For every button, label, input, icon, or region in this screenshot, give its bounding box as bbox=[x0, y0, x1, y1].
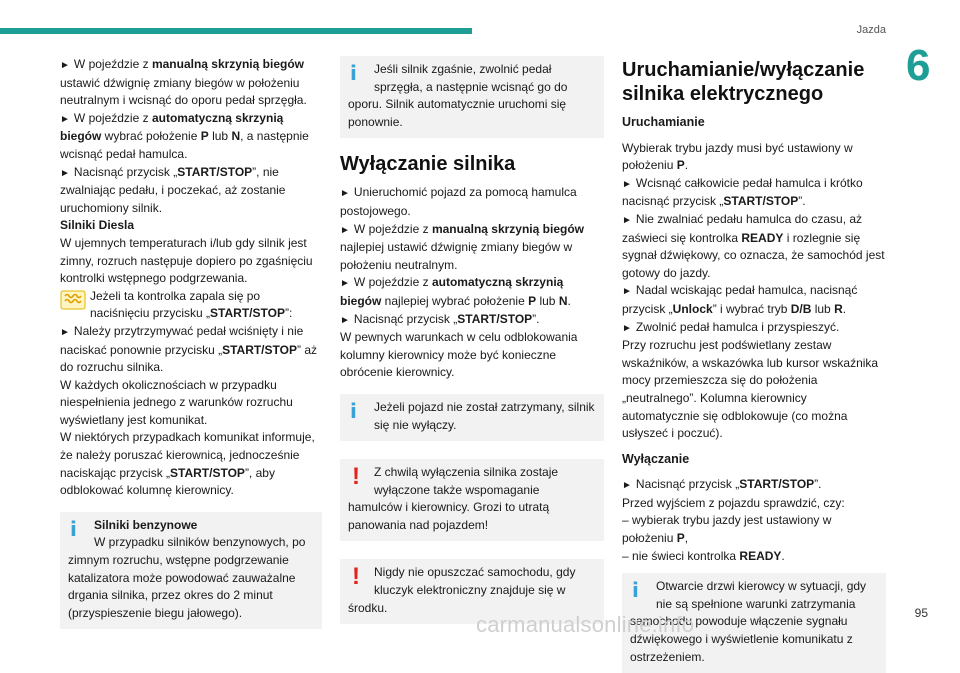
arrow-icon: ► bbox=[340, 278, 350, 290]
note-text: Otwarcie drzwi kierowcy w sytuacji, gdy nie są spełnione warunki zatrzymania samochodu powoduje włączenie sygnału dźwiękowego i wyświetlenie komunikatu z ostrzeżeniem. bbox=[630, 579, 867, 664]
step-manual-gearbox: ► W pojeździe z manualną skrzynią biegów ustawić dźwignię zmiany biegów w położeniu neutralnym i wcisnąć do oporu pedał sprzęgła. bbox=[60, 57, 307, 108]
info-icon: i bbox=[632, 578, 639, 603]
step-manual-gearbox: ► W pojeździe z manualną skrzynią biegów najlepiej ustawić dźwignię zmiany biegów w położeniu neutralnym. bbox=[340, 221, 584, 272]
watermark: carmanualsonline.info bbox=[476, 612, 695, 637]
section-heading: Uruchamianie/wyłączanie silnika elektrycznego bbox=[622, 59, 865, 105]
diesel-text: W ujemnych temperaturach i/lub gdy silnik jest zimny, rozruch następuje dopiero po zgaśnięciu kontrolki wstępnego podgrzewania. bbox=[60, 235, 313, 286]
section-title: Jazda bbox=[856, 24, 886, 36]
subheading-start: Uruchamianie bbox=[622, 115, 705, 129]
arrow-icon: ► bbox=[622, 214, 632, 226]
page-number: 95 bbox=[914, 606, 928, 620]
step-automatic-gearbox: ► W pojeździe z automatyczną skrzynią biegów najlepiej wybrać położenie P lub N. bbox=[340, 275, 571, 308]
check-item-selector: – wybierak trybu jazdy jest ustawiony w położeniu P, bbox=[622, 513, 832, 546]
step-press-start: ► Nacisnąć przycisk „START/STOP”, nie zwalniając pedału, i poczekać, aż zostanie uruchomiony silnik. bbox=[60, 164, 286, 215]
section-heading: Wyłączanie silnika bbox=[340, 153, 516, 176]
arrow-icon: ► bbox=[60, 113, 70, 125]
arrow-icon: ► bbox=[340, 314, 350, 326]
step-parking-brake: ► Unieruchomić pojazd za pomocą hamulca postojowego. bbox=[340, 185, 577, 218]
step-hold-pedal: ► Należy przytrzymywać pedał wciśnięty i nie naciskać ponownie przycisku „START/STOP” aż do rozruchu silnika. bbox=[60, 323, 317, 375]
info-icon: i bbox=[350, 398, 357, 423]
preheat-lamp-paragraph: Jeżeli ta kontrolka zapala się po naciśnięciu przycisku „START/STOP”: bbox=[60, 288, 322, 323]
step-ready-lamp: ► Nie zwalniać pedału hamulca do czasu, aż zaświeci się kontrolka READY i rozlegnie się sygnał dźwiękowy, co oznacza, że samochód jest gotowy do jazdy. bbox=[622, 211, 885, 280]
arrow-icon: ► bbox=[622, 178, 632, 190]
info-note-petrol bbox=[60, 512, 322, 630]
step-unlock: ► Nadal wciskając pedał hamulca, nacisnąć przycisk „Unlock” i wybrać tryb D/B lub R. bbox=[622, 283, 858, 316]
step-press-brake: ► Wcisnąć całkowicie pedał hamulca i krótko nacisnąć przycisk „START/STOP”. bbox=[622, 175, 863, 209]
note-text: Jeżeli pojazd nie został zatrzymany, silnik się nie wyłączy. bbox=[374, 399, 595, 432]
column-1 bbox=[60, 56, 322, 629]
step-press-start: ► Nacisnąć przycisk „START/STOP”. bbox=[622, 477, 822, 492]
info-icon: i bbox=[70, 516, 77, 541]
warning-icon: ! bbox=[352, 463, 360, 491]
warning-icon: ! bbox=[352, 563, 360, 591]
note-text: Jeśli silnik zgaśnie, zwolnić pedał sprzęgła, a następnie wcisnąć go do oporu. Silnik automatycznie uruchomi się ponownie. bbox=[348, 62, 568, 129]
note-title: Silniki benzynowe bbox=[94, 517, 198, 532]
note-text: W przypadku silników benzynowych, po zimnym rozruchu, wstępne podgrzewanie katalizatora może powodować zauważalne drgania silnika, przez okres do 2 minut (przyspieszenie biegu jałowego). bbox=[68, 535, 306, 620]
info-note-stall bbox=[340, 56, 604, 138]
info-icon: i bbox=[350, 61, 357, 85]
arrow-icon: ► bbox=[60, 326, 70, 338]
step-automatic-gearbox: ► W pojeździe z automatyczną skrzynią biegów wybrać położenie P lub N, a następnie wcisnąć pedał hamulca. bbox=[60, 110, 309, 161]
check-intro: Przed wyjściem z pojazdu sprawdzić, czy: bbox=[622, 495, 845, 510]
preheat-lamp-icon bbox=[60, 290, 86, 312]
selector-requirement: Wybierak trybu jazdy musi być ustawiony w położeniu P. bbox=[622, 140, 853, 173]
header-accent-bar bbox=[0, 28, 472, 34]
arrow-icon: ► bbox=[60, 60, 70, 71]
steering-paragraph: W niektórych przypadkach komunikat informuje, że należy poruszać kierownicą, jednocześnie naciskając przycisk „START/STOP”, aby odblokować kolumnę kierownicy. bbox=[60, 430, 315, 498]
arrow-icon: ► bbox=[622, 480, 632, 492]
arrow-icon: ► bbox=[60, 167, 70, 179]
chapter-number: 6 bbox=[906, 41, 931, 90]
info-note-not-stopped bbox=[340, 394, 604, 441]
steering-paragraph: W pewnych warunkach w celu odblokowania kolumny kierownicy może być konieczne obrócenie kierownicy. bbox=[340, 330, 578, 380]
warning-text: Z chwilą wyłączenia silnika zostaje wyłączone także wspomaganie hamulców i kierownicy. Grozi to utratą panowania nad pojazdem! bbox=[348, 465, 559, 532]
step-press-start: ► Nacisnąć przycisk „START/STOP”. bbox=[340, 311, 540, 326]
check-item-ready: – nie świeci kontrolka READY. bbox=[622, 548, 785, 563]
arrow-icon: ► bbox=[622, 286, 632, 298]
arrow-icon: ► bbox=[622, 322, 632, 334]
column-3 bbox=[622, 56, 886, 673]
message-paragraph: W każdych okolicznościach w przypadku niespełnienia jednego z warunków rozruchu wyświetlany jest komunikat. bbox=[60, 377, 293, 427]
subheading-stop: Wyłączanie bbox=[622, 451, 690, 466]
column-2 bbox=[340, 56, 604, 624]
arrow-icon: ► bbox=[340, 224, 350, 236]
step-accelerate: ► Zwolnić pedał hamulca i przyspieszyć. bbox=[622, 319, 840, 334]
diesel-title: Silniki Diesla bbox=[60, 218, 135, 233]
warning-text: Nigdy nie opuszczać samochodu, gdy kluczyk elektroniczny znajduje się w środku. bbox=[348, 565, 576, 615]
warning-note-assist bbox=[340, 459, 604, 541]
arrow-icon: ► bbox=[340, 188, 350, 200]
instruments-paragraph: Przy rozruchu jest podświetlany zestaw wskaźników, a wskazówka lub kursor wskaźnika mocy przemieszcza się do położenia „neutralnego”. Kolumna kierownicy automatycznie się odblokowuje (co można usłyszeć i poczuć). bbox=[622, 338, 879, 441]
